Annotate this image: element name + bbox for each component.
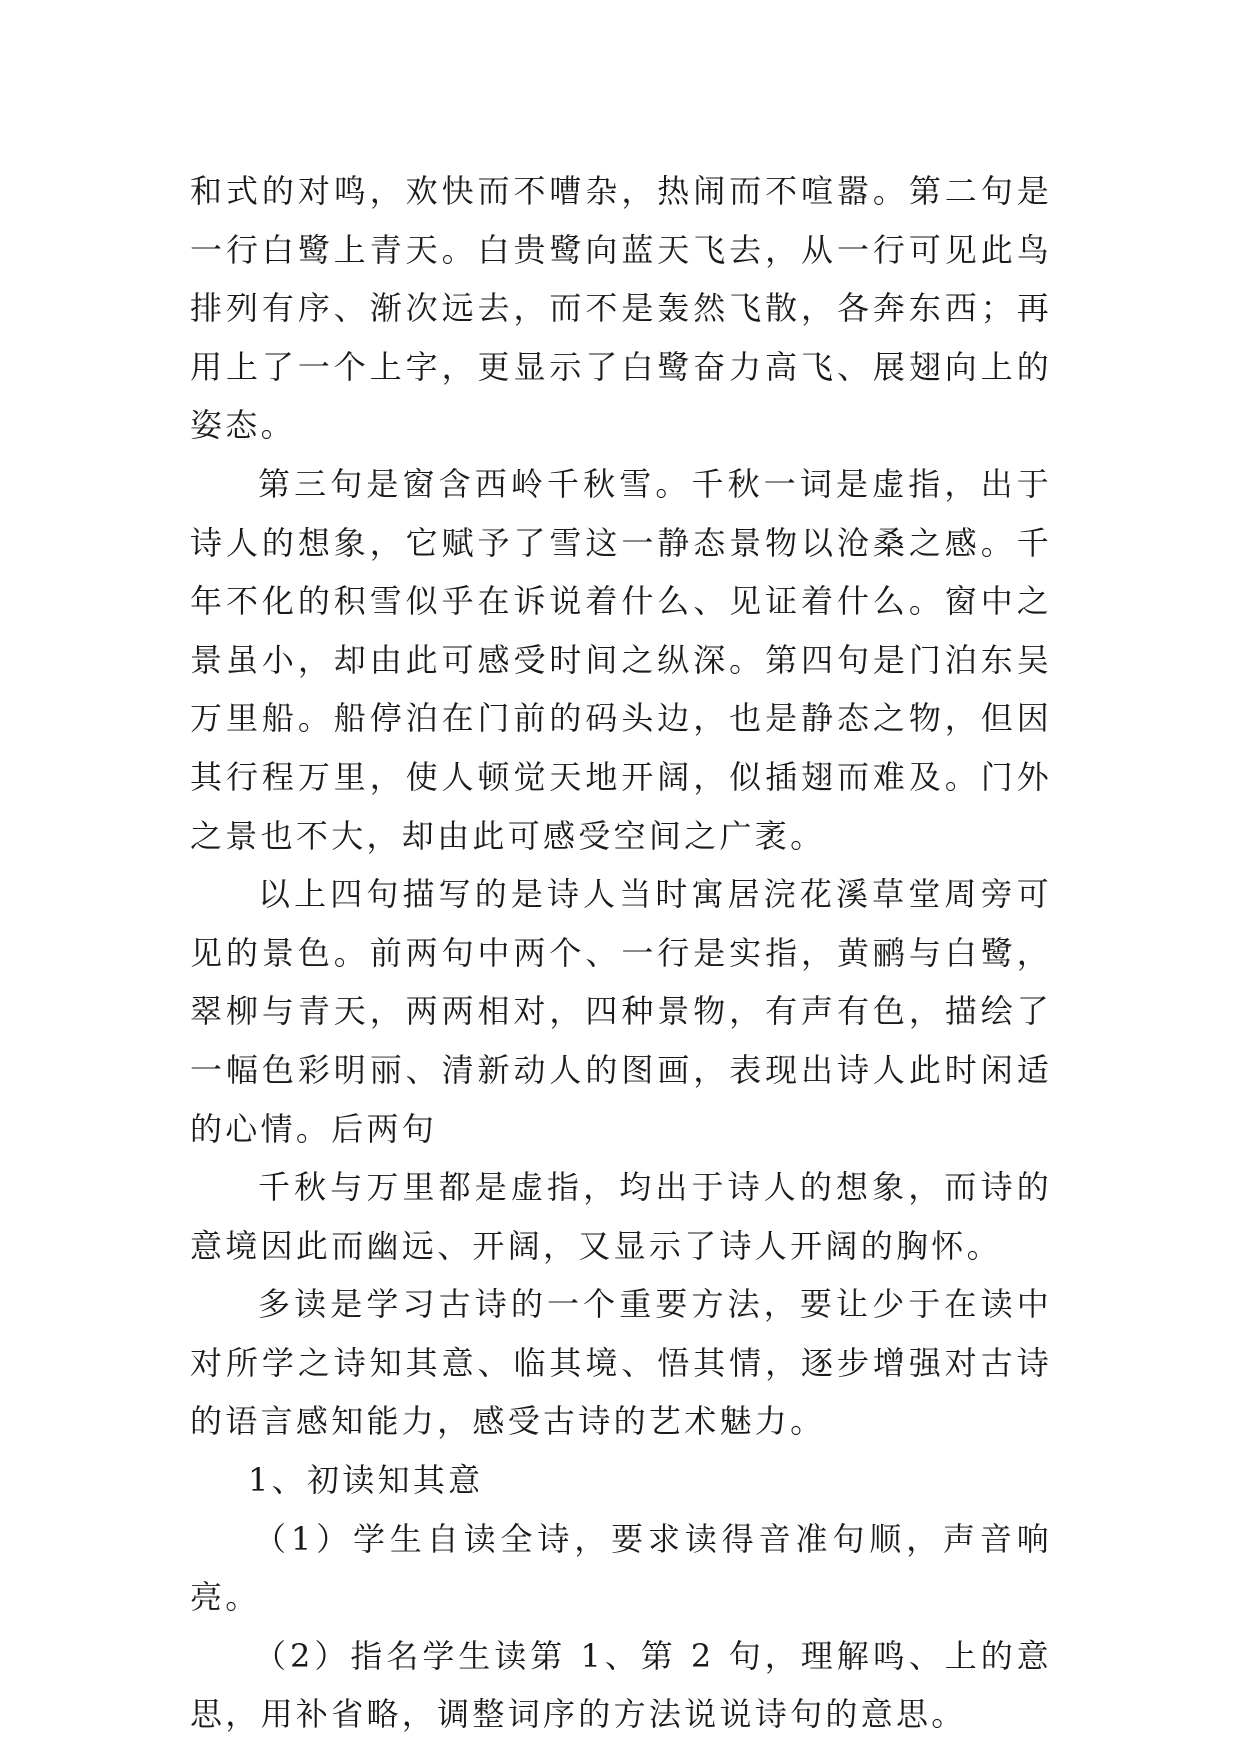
list-item-2: （2）指名学生读第 1、第 2 句，理解鸣、上的意思，用补省略，调整词序的方法说说诗句的意思。 — [190, 1636, 1052, 1734]
paragraph-virtual-reference: 千秋与万里都是虚指，均出于诗人的想象，而诗的意境因此而幽远、开阔，又显示了诗人开阔的胸怀。 — [190, 1168, 1052, 1265]
paragraph-four-lines-summary: 以上四句描写的是诗人当时寓居浣花溪草堂周旁可见的景色。前两句中两个、一行是实指，黄鹂与白鹭，翠柳与青天，两两相对，四种景物，有声有色，描绘了一幅色彩明丽、清新动人的图画，表现出诗人此时闲适的心情。后两句 — [190, 875, 1052, 1148]
paragraph-reading-method: 多读是学习古诗的一个重要方法，要让少于在读中对所学之诗知其意、临其境、悟其情，逐步增强对古诗的语言感知能力，感受古诗的艺术魅力。 — [190, 1285, 1052, 1441]
section-heading: 1、初读知其意 — [248, 1461, 484, 1500]
paragraph-continuation: 和式的对鸣，欢快而不嘈杂，热闹而不喧嚣。第二句是一行白鹭上青天。白贵鹭向蓝天飞去，从一行可见此鸟排列有序、渐次远去，而不是轰然飞散，各奔东西；再用上了一个上字，更显示了白鹭奋力高飞、展翅向上的姿态。 — [190, 172, 1052, 445]
list-item-1: （1）学生自读全诗，要求读得音准句顺，声音响亮。 — [190, 1519, 1052, 1617]
paragraph-third-fourth-lines: 第三句是窗含西岭千秋雪。千秋一词是虚指，出于诗人的想象，它赋予了雪这一静态景物以沧桑之感。千年不化的积雪似乎在诉说着什么、见证着什么。窗中之景虽小，却由此可感受时间之纵深。第四句是门泊东吴万里船。船停泊在门前的码头边，也是静态之物，但因其行程万里，使人顿觉天地开阔，似插翅而难及。门外之景也不大，却由此可感受空间之广袤。 — [190, 464, 1052, 855]
document-page — [190, 162, 1052, 1744]
